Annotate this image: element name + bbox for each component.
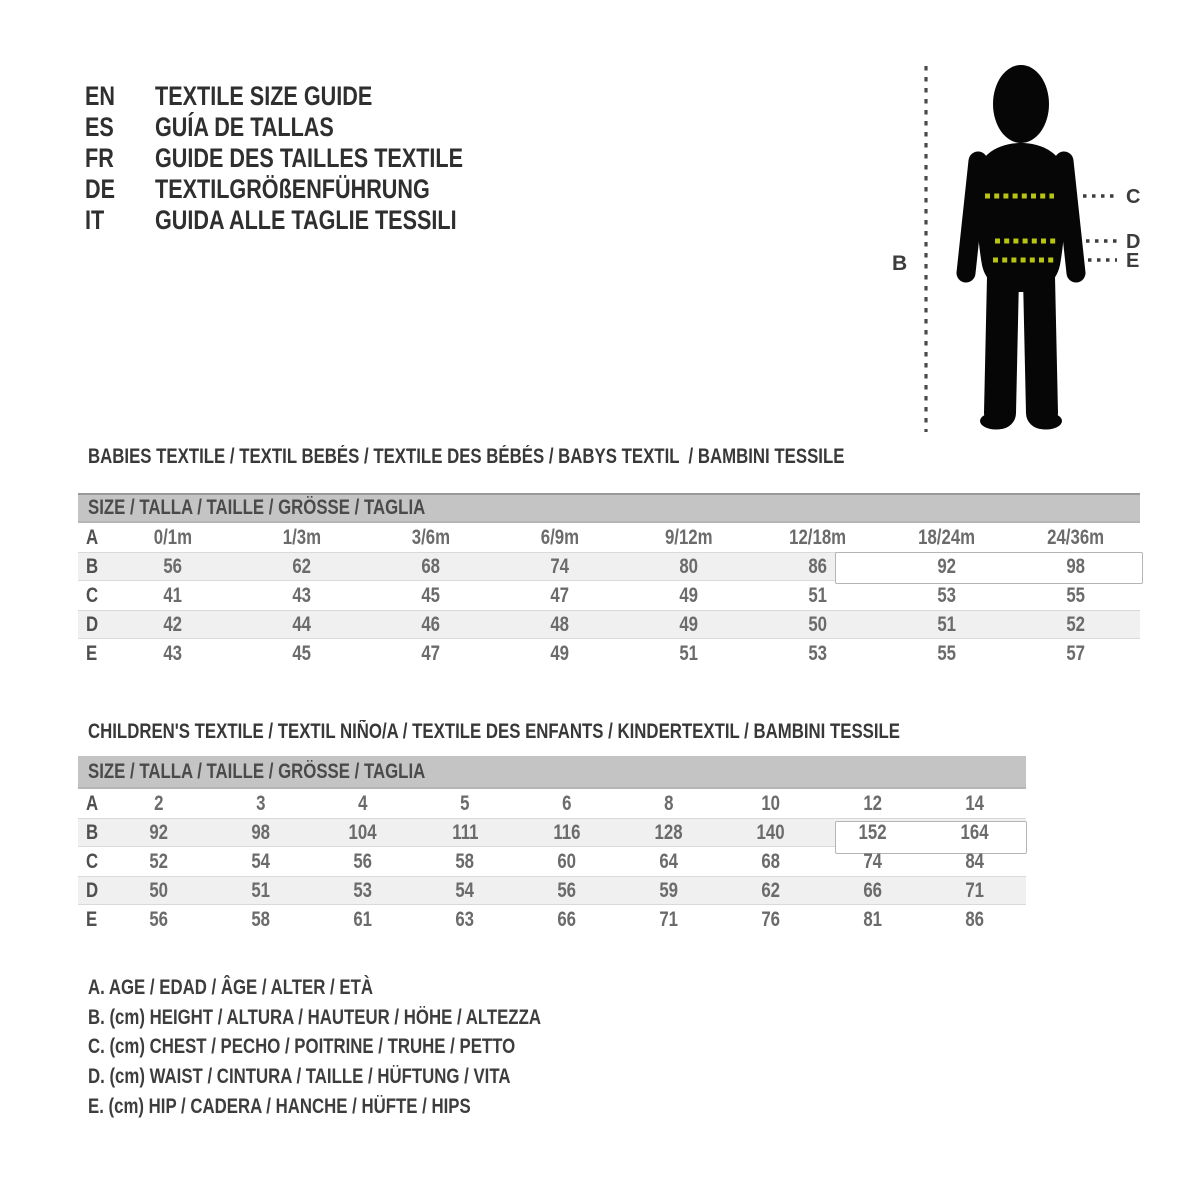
size-value-cell: 140 [756,820,786,844]
size-value-cell: 51 [937,612,956,636]
size-value-cell: 50 [808,612,827,636]
language-title: TEXTILGRÖßENFÜHRUNG [155,174,430,204]
waist-label: D [1126,231,1141,253]
language-row-en [85,81,540,112]
row-label: C [86,583,99,607]
silhouette-right-leg [1039,277,1042,413]
size-value-cell: 2 [154,791,164,815]
size-value-cell: 66 [863,878,883,902]
size-value-cell: 92 [149,820,169,844]
size-value-cell: 111 [451,820,479,844]
silhouette-head [993,65,1049,143]
size-value-cell: 56 [163,554,182,578]
size-value-cell: 92 [937,554,956,578]
silhouette-left-leg [1000,277,1003,413]
size-value-cell: 49 [679,612,698,636]
language-title: GUIDA ALLE TAGLIE TESSILI [155,205,457,235]
legend-height: B. (cm) HEIGHT / ALTURA / HAUTEUR / HÖHE / ALTEZZA [88,1005,541,1029]
legend-age: A. AGE / EDAD / ÂGE / ALTER / ETÀ [88,976,373,999]
size-value-cell: 3 [256,791,266,815]
size-value-cell: 50 [149,878,169,902]
size-value-cell: 116 [553,820,581,844]
children-table-header: SIZE / TALLA / TAILLE / GRÖSSE / TAGLIA [78,756,1026,789]
measurement-figure [880,50,1190,450]
size-value-cell: 74 [863,849,883,873]
measurement-legend [88,973,654,1121]
language-row-it [85,205,540,236]
chest-label: C [1126,186,1141,208]
size-value-cell: 60 [557,849,577,873]
size-value-cell: 128 [654,820,684,844]
size-value-cell: 71 [965,878,985,902]
children-table-rows [78,789,1026,934]
silhouette-right-foot [1030,413,1062,430]
size-value-cell: 56 [149,907,169,931]
size-value-cell: 41 [163,583,182,607]
babies-size-table [78,493,1140,668]
babies-section-title: BABIES TEXTILE / TEXTIL BEBÉS / TEXTILE DES BÉBÉS / BABYS TEXTIL / BAMBINI TESSILE [88,445,845,468]
size-value-cell: 98 [1066,554,1085,578]
size-value-cell: 18/24m [917,525,975,549]
height-label: B [892,252,908,275]
size-value-cell: 76 [761,907,781,931]
size-value-cell: 44 [292,612,311,636]
table-row-A [78,789,1026,818]
language-title: TEXTILE SIZE GUIDE [155,81,373,111]
child-silhouette-diagram [880,50,1190,450]
size-value-cell: 61 [353,907,373,931]
size-value-cell: 0/1m [153,525,192,549]
size-value-cell: 54 [455,878,475,902]
table-row-D [78,610,1140,639]
table-row-D [78,876,1026,905]
size-value-cell: 152 [858,820,888,844]
size-value-cell: 6 [562,791,572,815]
size-value-cell: 45 [421,583,440,607]
size-value-cell: 53 [808,641,827,665]
language-row-fr [85,143,540,174]
table-row-B [78,552,1140,581]
size-value-cell: 9/12m [664,525,713,549]
row-label: A [86,791,99,815]
row-label: A [86,525,99,549]
silhouette-left-foot [980,413,1012,430]
size-value-cell: 104 [348,820,378,844]
size-value-cell: 5 [460,791,470,815]
size-value-cell: 10 [761,791,781,815]
size-value-cell: 43 [163,641,182,665]
size-value-cell: 53 [353,878,373,902]
table-row-C [78,847,1026,876]
size-value-cell: 58 [455,849,475,873]
row-label: B [86,820,99,844]
size-value-cell: 12 [863,791,883,815]
size-value-cell: 68 [761,849,781,873]
size-value-cell: 51 [808,583,827,607]
row-label: C [86,849,99,873]
size-value-cell: 81 [863,907,883,931]
size-value-cell: 42 [163,612,182,636]
hip-label: E [1126,250,1140,272]
size-value-cell: 84 [965,849,985,873]
silhouette-right-arm [1064,161,1076,273]
size-value-cell: 51 [251,878,271,902]
row-label: E [86,641,98,665]
row-label: D [86,878,99,902]
size-value-cell: 52 [149,849,169,873]
size-value-cell: 43 [292,583,311,607]
size-value-cell: 57 [1066,641,1085,665]
legend-chest: C. (cm) CHEST / PECHO / POITRINE / TRUHE / PETTO [88,1035,516,1059]
size-value-cell: 6/9m [540,525,579,549]
babies-table-header: SIZE / TALLA / TAILLE / GRÖSSE / TAGLIA [78,493,1140,523]
size-value-cell: 12/18m [788,525,846,549]
language-row-es [85,112,540,143]
size-value-cell: 58 [251,907,271,931]
size-value-cell: 3/6m [411,525,450,549]
size-value-cell: 49 [550,641,569,665]
row-label: D [86,612,99,636]
children-size-table [78,756,1026,934]
table-row-E [78,905,1026,934]
size-value-cell: 46 [421,612,440,636]
language-title: GUIDE DES TAILLES TEXTILE [155,143,464,173]
table-row-E [78,639,1140,668]
row-label: E [86,907,98,931]
table-row-A [78,523,1140,552]
table-row-B [78,818,1026,847]
size-value-cell: 62 [761,878,781,902]
language-code: IT [85,205,105,235]
size-value-cell: 98 [251,820,271,844]
size-value-cell: 24/36m [1046,525,1104,549]
size-value-cell: 68 [421,554,440,578]
size-value-cell: 71 [659,907,679,931]
legend-hip: E. (cm) HIP / CADERA / HANCHE / HÜFTE / HIPS [88,1094,471,1118]
language-code: DE [85,174,116,204]
size-value-cell: 47 [421,641,440,665]
size-value-cell: 59 [659,878,679,902]
babies-table-rows [78,523,1140,668]
size-value-cell: 4 [358,791,368,815]
row-label: B [86,554,99,578]
language-code: ES [85,112,114,142]
size-value-cell: 63 [455,907,475,931]
size-value-cell: 86 [965,907,985,931]
size-value-cell: 56 [353,849,373,873]
size-value-cell: 48 [550,612,569,636]
size-value-cell: 56 [557,878,577,902]
size-value-cell: 52 [1066,612,1085,636]
size-value-cell: 62 [292,554,311,578]
language-title: GUÍA DE TALLAS [155,112,334,142]
size-value-cell: 80 [679,554,698,578]
size-value-cell: 164 [960,820,990,844]
size-value-cell: 74 [550,554,569,578]
size-value-cell: 55 [1066,583,1085,607]
children-section-title: CHILDREN'S TEXTILE / TEXTIL NIÑO/A / TEXTILE DES ENFANTS / KINDERTEXTIL / BAMBINI TESSILE [88,720,901,743]
size-value-cell: 49 [679,583,698,607]
size-value-cell: 1/3m [282,525,321,549]
size-value-cell: 51 [679,641,698,665]
size-value-cell: 45 [292,641,311,665]
size-value-cell: 66 [557,907,577,931]
size-value-cell: 14 [965,791,985,815]
size-value-cell: 47 [550,583,569,607]
size-value-cell: 8 [664,791,674,815]
size-value-cell: 53 [937,583,956,607]
child-silhouette [966,65,1076,430]
size-value-cell: 54 [251,849,271,873]
language-title-list [85,81,540,236]
silhouette-left-arm [966,161,978,273]
legend-waist: D. (cm) WAIST / CINTURA / TAILLE / HÜFTUNG / VITA [88,1065,511,1089]
table-row-C [78,581,1140,610]
language-row-de [85,174,540,205]
size-value-cell: 64 [659,849,679,873]
size-value-cell: 55 [937,641,956,665]
language-code: FR [85,143,114,173]
language-code: EN [85,81,116,111]
size-value-cell: 86 [808,554,827,578]
